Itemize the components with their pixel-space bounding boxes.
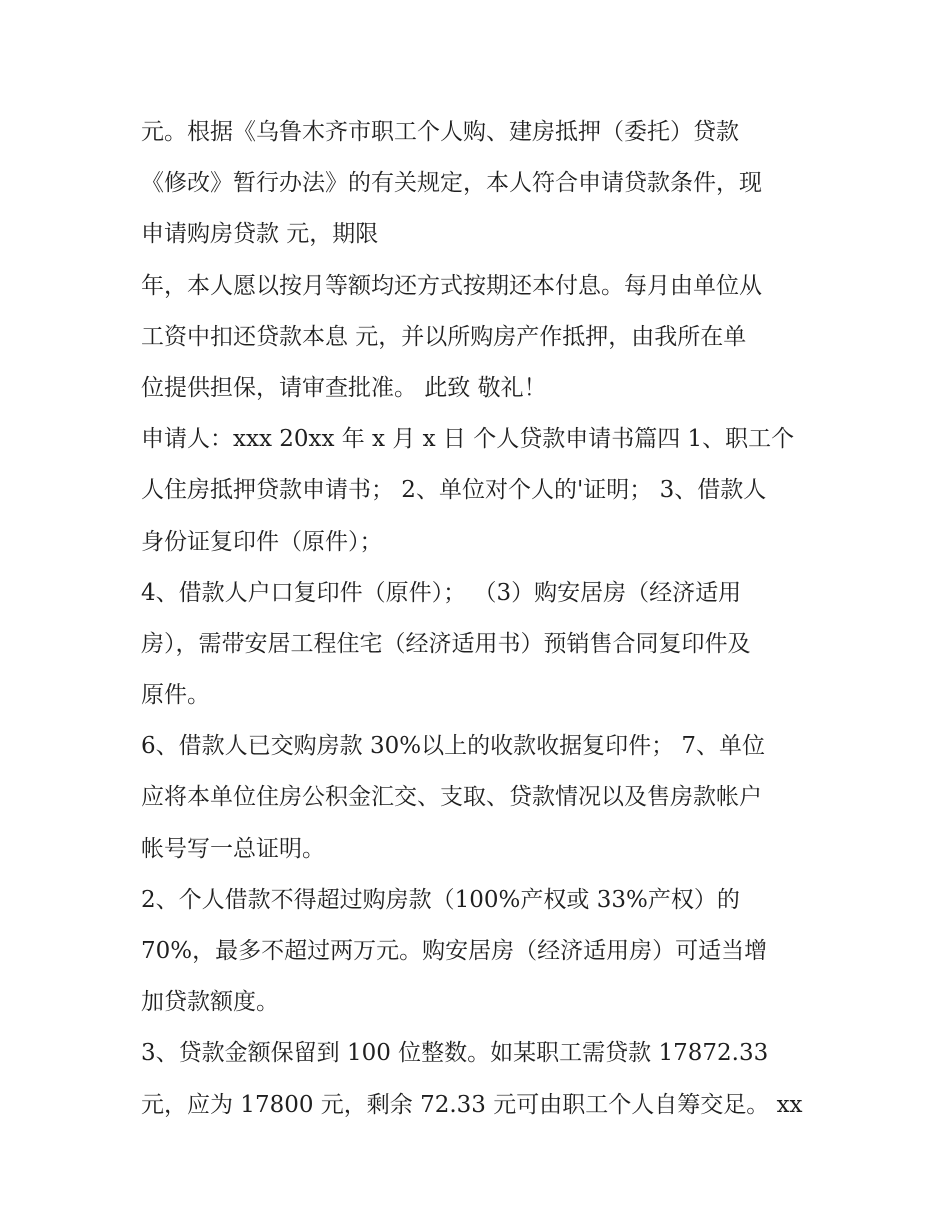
text-line: 年，本人愿以按月等额均还方式按期还本付息。每月由单位从: [141, 272, 762, 299]
text-line: 4、借款人户口复印件（原件）； （3）购安居房（经济适用: [141, 579, 742, 606]
text-line: 应将本单位住房公积金汇交、支取、贷款情况以及售房款帐户: [141, 784, 762, 811]
text-line: 帐号写一总证明。: [141, 835, 325, 862]
text-line: 原件。: [141, 682, 210, 709]
text-line: 人住房抵押贷款申请书； 2、单位对个人的'证明； 3、借款人: [141, 477, 767, 504]
text-line: 申请购房贷款 元，期限: [141, 221, 379, 248]
document-body: [141, 107, 841, 1131]
text-line: 《修改》暂行办法》的有关规定，本人符合申请贷款条件，现: [141, 170, 762, 197]
text-line: 元，应为 17800 元，剩余 72.33 元可由职工个人自筹交足。 xx: [141, 1091, 803, 1118]
text-line: 70%，最多不超过两万元。购安居房（经济适用房）可适当增: [141, 938, 768, 964]
text-line: 身份证复印件（原件）；: [141, 528, 383, 555]
text-line: 位提供担保，请审查批准。 此致 敬礼！: [141, 374, 547, 401]
text-line: 元。根据《乌鲁木齐市职工个人购、建房抵押（委托）贷款: [141, 119, 739, 145]
text-line: 工资中扣还贷款本息 元，并以所购房产作抵押，由我所在单: [141, 323, 747, 350]
text-line: 加贷款额度。: [141, 989, 279, 1016]
text-line: 2、个人借款不得超过购房款（100%产权或 33%产权）的: [141, 886, 740, 913]
text-line: 房），需带安居工程住宅（经济适用书）预销售合同复印件及: [141, 630, 751, 657]
text-line: 申请人：xxx 20xx 年 x 月 x 日 个人贷款申请书篇四 1、职工个: [141, 426, 795, 453]
text-line: 3、贷款金额保留到 100 位整数。如某职工需贷款 17872.33: [141, 1040, 769, 1067]
text-line: 6、借款人已交购房款 30%以上的收款收据复印件； 7、单位: [141, 733, 766, 760]
